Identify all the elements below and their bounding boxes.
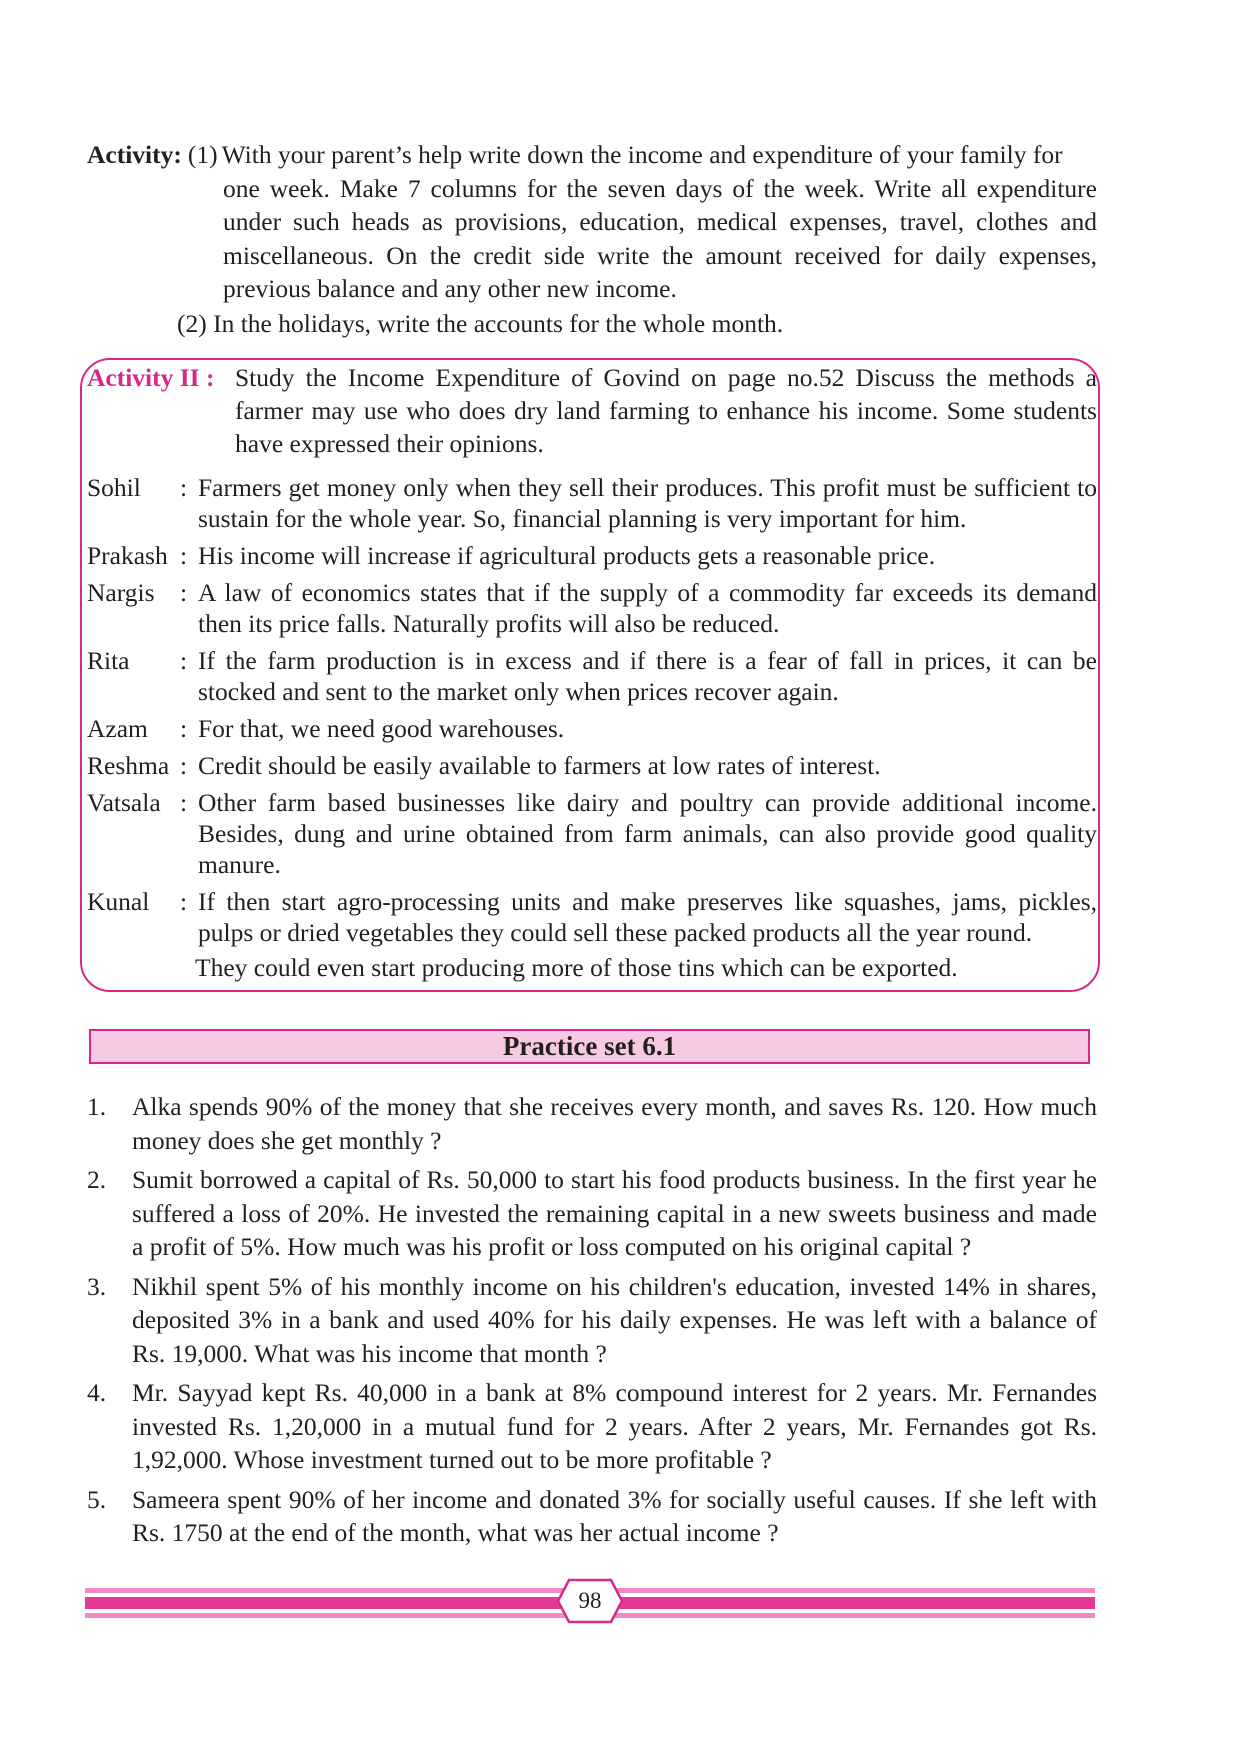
student-name: Vatsala	[87, 788, 161, 817]
question-text: Mr. Sayyad kept Rs. 40,000 in a bank at 8% compound interest for 2 years. Mr. Fernandes invested Rs. 1,20,000 in a mutual fund for 2 years. After 2 years, Mr. Fernandes got Rs. 1,92,000. Whose investment turned out to be more profitable ?	[132, 1378, 1097, 1474]
separator: :	[180, 751, 188, 780]
student-name: Reshma	[87, 751, 170, 780]
question-text: Alka spends 90% of the money that she receives every month, and saves Rs. 120. How much money does she get monthly ?	[132, 1092, 1097, 1155]
separator: :	[180, 714, 188, 743]
activity-2-header	[87, 361, 1097, 460]
opinion-text: His income will increase if agricultural products gets a reasonable price.	[198, 541, 936, 570]
question-number: 1.	[87, 1092, 107, 1121]
question-item	[87, 1090, 1097, 1157]
question-item	[87, 1163, 1097, 1264]
question-list	[87, 1090, 1097, 1556]
closing-line: They could even start producing more of those tins which can be exported.	[195, 953, 958, 982]
opinion-item	[87, 577, 1097, 639]
opinion-text: Other farm based businesses like dairy and poultry can provide additional income. Besides, dung and urine obtained from farm animals, can also provide good quality manure.	[198, 788, 1097, 879]
question-text: Sumit borrowed a capital of Rs. 50,000 to start his food products business. In the first year he suffered a loss of 20%. He invested the remaining capital in a new sweets business and made a profit of 5%. How much was his profit or loss computed on his original capital ?	[132, 1165, 1097, 1261]
question-item	[87, 1376, 1097, 1477]
question-text: Sameera spent 90% of her income and donated 3% for socially useful causes. If she left with Rs. 1750 at the end of the month, what was her actual income ?	[132, 1484, 1097, 1547]
student-name: Azam	[87, 714, 148, 743]
student-name: Sohil	[87, 473, 141, 502]
opinion-item	[87, 787, 1097, 880]
question-text: Nikhil spent 5% of his monthly income on his children's education, invested 14% in shares, deposited 3% in a bank and used 40% for his daily expenses. He was left with a balance of Rs. 19,000. What was his income that month ?	[132, 1271, 1097, 1368]
student-opinions	[87, 472, 1097, 983]
practice-set-title: Practice set 6.1	[89, 1029, 1090, 1064]
question-item	[87, 1483, 1097, 1550]
opinion-item	[87, 472, 1097, 534]
opinion-text: Farmers get money only when they sell their produces. This profit must be sufficient to sustain for the whole year. So, financial planning is very important for him.	[198, 473, 1097, 533]
separator: :	[180, 541, 188, 570]
opinion-item	[87, 886, 1097, 948]
student-name: Kunal	[87, 887, 150, 916]
question-number: 3.	[87, 1271, 107, 1301]
page-number: 98	[578, 1588, 602, 1613]
opinion-item	[87, 750, 1097, 781]
question-number: 5.	[87, 1484, 107, 1514]
student-name: Nargis	[87, 578, 155, 607]
question-number: 4.	[87, 1378, 107, 1407]
opinion-item	[87, 713, 1097, 744]
student-name: Prakash	[87, 541, 168, 570]
opinion-item	[87, 540, 1097, 571]
question-item	[87, 1270, 1097, 1371]
opinion-text: For that, we need good warehouses.	[198, 714, 565, 743]
activity-1-label: Activity:	[87, 140, 182, 169]
activity-1-item-1-first-line: With your parent’s help write down the income and expenditure of your family for	[221, 140, 1063, 169]
separator: :	[180, 887, 188, 916]
opinion-text: Credit should be easily available to farmers at low rates of interest.	[198, 751, 881, 780]
separator: :	[180, 473, 188, 502]
student-name: Rita	[87, 646, 130, 675]
opinion-text: If the farm production is in excess and if there is a fear of fall in prices, it can be stocked and sent to the market only when prices recover again.	[198, 646, 1097, 706]
page-number-badge	[557, 1578, 623, 1624]
separator: :	[180, 578, 188, 607]
opinion-item	[87, 645, 1097, 707]
activity-1-item-2: (2) In the holidays, write the accounts for the whole month.	[177, 308, 784, 338]
opinion-text: If then start agro-processing units and make preserves like squashes, jams, pickles, pulps or dried vegetables they could sell these packed products all the year round.	[198, 887, 1097, 947]
activity-2-label: Activity II :	[87, 363, 215, 392]
activity-1-item-1-text: one week. Make 7 columns for the seven days of the week. Write all expenditure under such heads as provisions, education, medical expenses, travel, clothes and miscellaneous. On the credit side write the amount received for daily expenses, previous balance and any other new income.	[223, 173, 1097, 303]
separator: :	[180, 646, 188, 675]
question-number: 2.	[87, 1165, 107, 1194]
activity-1	[87, 138, 1097, 340]
activity-1-item-1-number: (1)	[187, 140, 218, 169]
separator: :	[180, 788, 188, 817]
opinion-text: A law of economics states that if the supply of a commodity far exceeds its demand then its price falls. Naturally profits will also be reduced.	[198, 578, 1097, 638]
activity-2-text: Study the Income Expenditure of Govind on page no.52 Discuss the methods a farmer may use who does dry land farming to enhance his income. Some students have expressed their opinions.	[235, 363, 1097, 458]
